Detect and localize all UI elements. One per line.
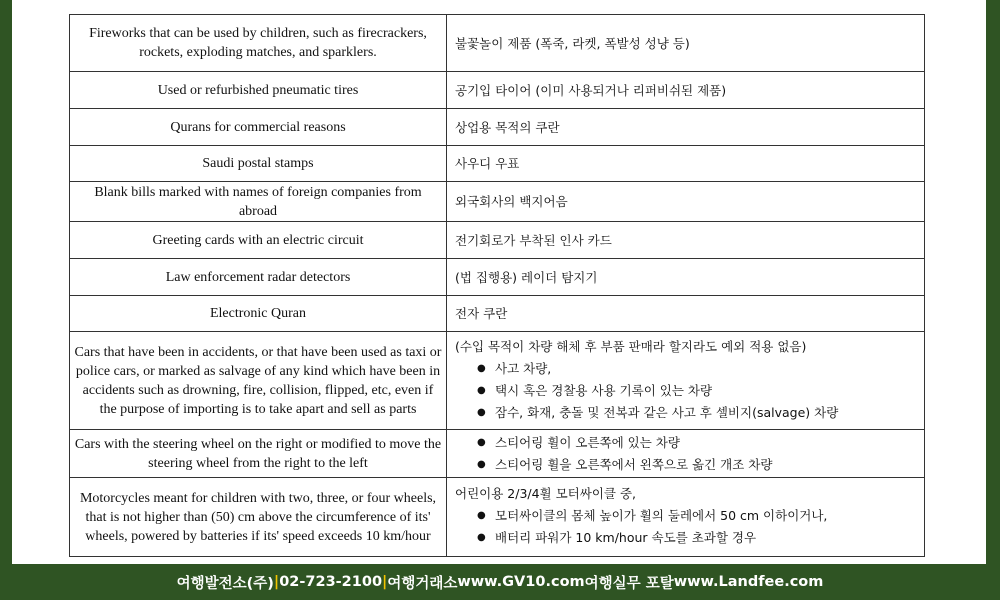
table-row <box>70 15 925 72</box>
list-item: ● 사고 차량, <box>455 359 916 378</box>
item-korean: 사우디 우표 <box>447 146 925 182</box>
footer-link-gv10[interactable]: www.GV10.com <box>457 574 585 590</box>
item-korean-bullets <box>455 506 916 547</box>
item-korean: 전기회로가 부착된 인사 카드 <box>447 222 925 259</box>
list-item: ● 스티어링 휠이 오른쪽에 있는 차량 <box>455 433 916 452</box>
item-korean: 불꽃놀이 제품 (폭죽, 라켓, 폭발성 성냥 등) <box>447 15 925 72</box>
item-korean-bullets <box>455 433 916 474</box>
item-korean-intro: 어린이용 2/3/4휠 모터싸이클 중, <box>455 486 637 501</box>
table-row <box>70 222 925 259</box>
item-korean <box>447 478 925 557</box>
item-korean <box>447 332 925 430</box>
list-item: ● 배터리 파워가 10 km/hour 속도를 초과할 경우 <box>455 528 916 547</box>
item-english: Cars with the steering wheel on the right or modified to move the steering wheel from the right to the left <box>70 430 447 478</box>
table-row <box>70 430 925 478</box>
table-row <box>70 332 925 430</box>
footer-phone: 02-723-2100 <box>279 574 383 590</box>
table-row <box>70 478 925 557</box>
item-english: Used or refurbished pneumatic tires <box>70 72 447 109</box>
list-item: ● 스티어링 휠을 오른쪽에서 왼쪽으로 옮긴 개조 차량 <box>455 455 916 474</box>
item-english: Cars that have been in accidents, or that have been used as taxi or police cars, or marked as salvage of any kind which have been in accidents such as drowning, fire, collision, flipped, etc, even if the purpose of importing is to take apart and sell as parts <box>70 332 447 430</box>
footer-company: 여행발전소(주) <box>176 575 274 592</box>
item-english: Law enforcement radar detectors <box>70 259 447 296</box>
item-korean-intro: (수입 목적이 차량 해체 후 부품 판매라 할지라도 예외 적용 없음) <box>455 338 807 354</box>
item-korean: (법 집행용) 레이더 탐지기 <box>447 259 925 296</box>
item-korean: 전자 쿠란 <box>447 296 925 332</box>
footer-bar <box>0 564 1000 600</box>
table-row <box>70 109 925 146</box>
item-english: Greeting cards with an electric circuit <box>70 222 447 259</box>
item-english: Fireworks that can be used by children, such as firecrackers, rockets, exploding matches, and sparklers. <box>70 15 447 72</box>
table-row <box>70 296 925 332</box>
list-item: ● 모터싸이클의 몸체 높이가 휠의 둘레에서 50 cm 이하이거나, <box>455 506 916 525</box>
prohibited-items-table <box>69 14 925 557</box>
item-korean: 상업용 목적의 쿠란 <box>447 109 925 146</box>
footer-link-landfee[interactable]: www.Landfee.com <box>673 574 824 590</box>
table-row <box>70 259 925 296</box>
item-korean <box>447 430 925 478</box>
list-item: ● 택시 혹은 경찰용 사용 기록이 있는 차량 <box>455 381 916 400</box>
item-korean: 외국회사의 백지어음 <box>447 182 925 222</box>
item-english: Blank bills marked with names of foreign companies from abroad <box>70 182 447 222</box>
item-korean-bullets <box>455 359 916 422</box>
item-english: Motorcycles meant for children with two, three, or four wheels, that is not higher than (50) cm above the circumference of its' wheels, powered by batteries if its' speed exceeds 10 km/hour <box>70 478 447 557</box>
footer-agency: 여행거래소 <box>387 575 458 592</box>
table-row <box>70 146 925 182</box>
item-korean: 공기입 타이어 (이미 사용되거나 리퍼비쉬된 제품) <box>447 72 925 109</box>
footer-separator: | <box>382 574 388 590</box>
list-item: ● 잠수, 화재, 충돌 및 전복과 같은 사고 후 셀비지(salvage) 차량 <box>455 403 916 422</box>
document-page <box>12 0 986 564</box>
table-row <box>70 182 925 222</box>
item-english: Saudi postal stamps <box>70 146 447 182</box>
item-english: Electronic Quran <box>70 296 447 332</box>
item-english: Qurans for commercial reasons <box>70 109 447 146</box>
footer-separator: | <box>273 574 280 590</box>
footer-portal: 여행실무 포탈 <box>584 575 674 592</box>
table-row <box>70 72 925 109</box>
